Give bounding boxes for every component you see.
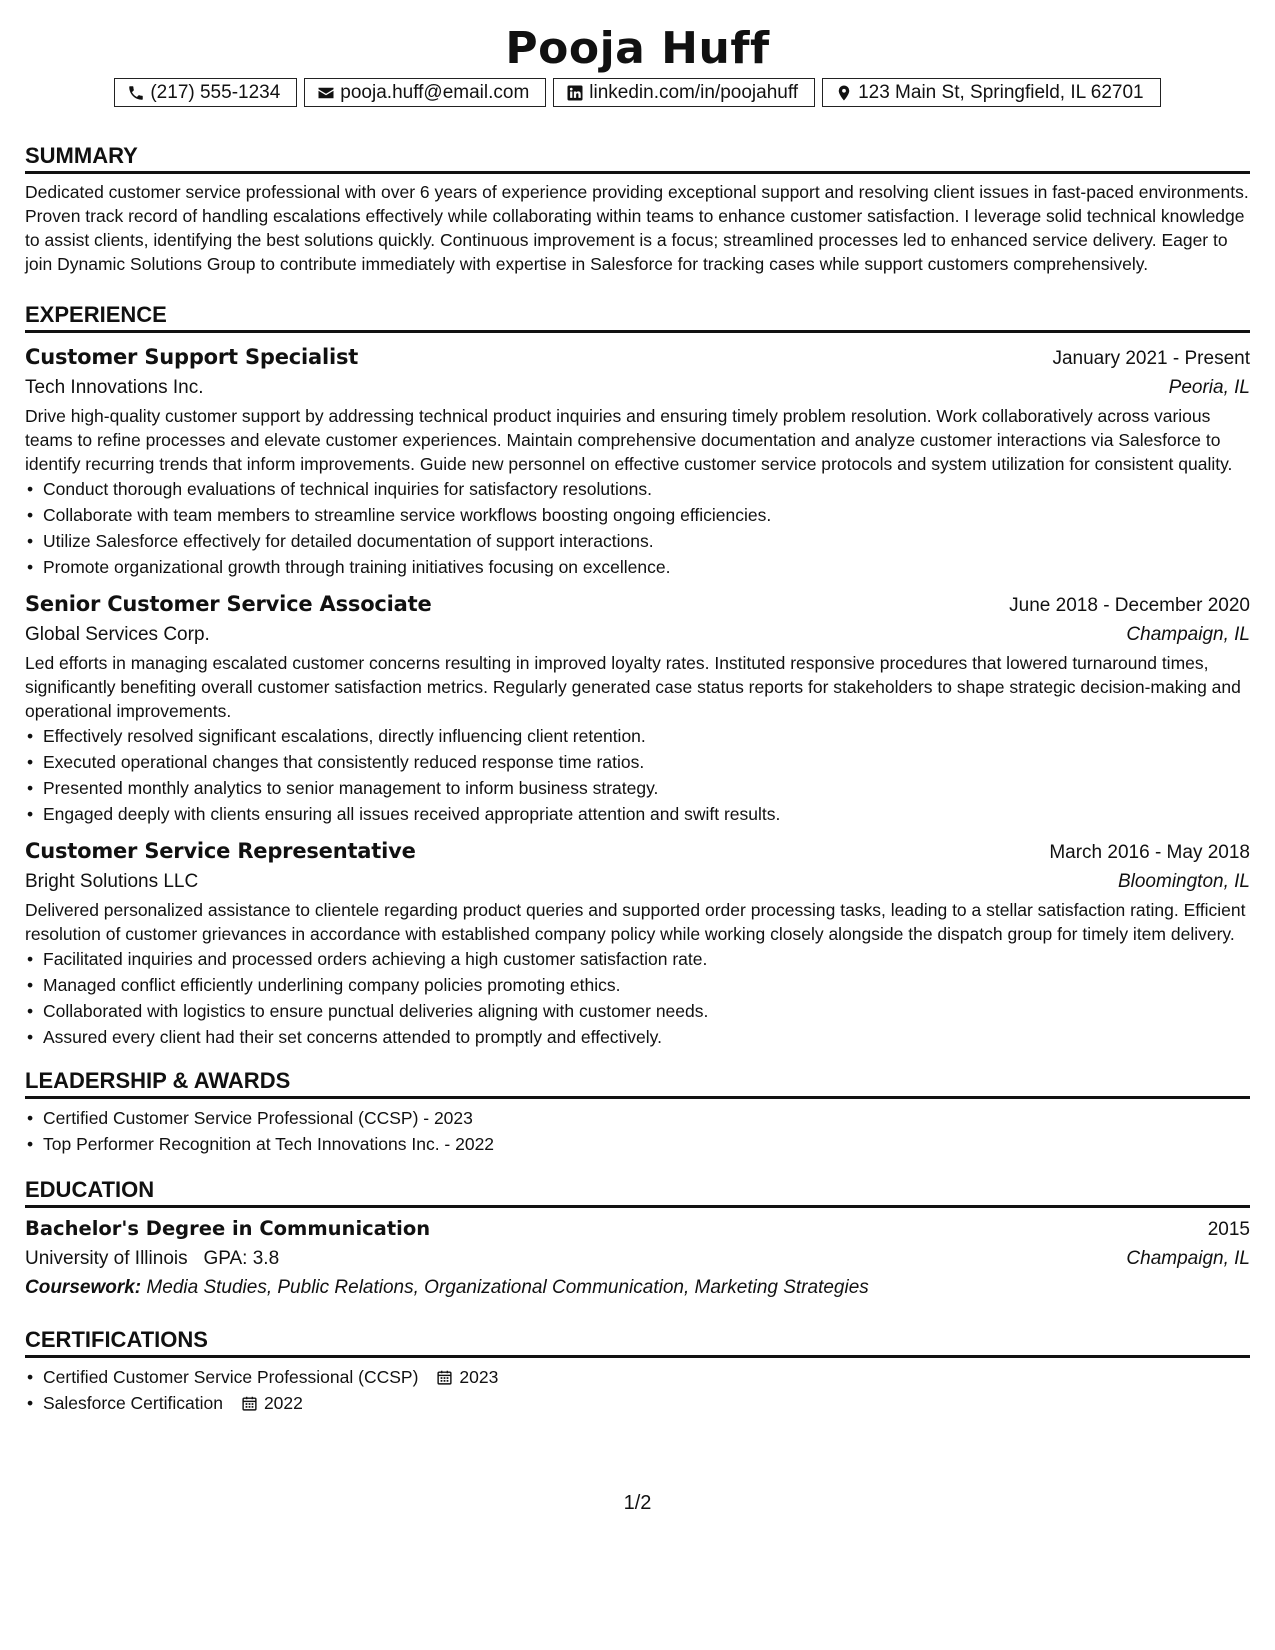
contact-phone[interactable] <box>114 78 297 107</box>
list-item <box>43 1390 1250 1416</box>
list-item: • Utilize Salesforce effectively for detailed documentation of support interactions. <box>43 528 1250 554</box>
job-location: Bloomington, IL <box>1117 871 1250 892</box>
list-item: • Promote organizational growth through training initiatives focusing on excellence. <box>43 554 1250 580</box>
phone-icon <box>127 84 145 102</box>
job-entry <box>25 589 1250 827</box>
summary-text: Dedicated customer service professional with over 6 years of experience providing exceptional support and resolving client issues in fast-paced environments. Proven track record of handling escalations effectively while collaborating within teams to enhance customer satisfaction. I leverage solid technical knowledge to assist clients, identifying the best solutions quickly. Continuous improvement is a focus; streamlined processes led to enhanced service delivery. Eager to join Dynamic Solutions Group to contribute immediately with expertise in Salesforce for tracking cases while support customers comprehensively. <box>25 182 1249 274</box>
job-date: March 2016 - May 2018 <box>1049 842 1250 863</box>
section-title: EDUCATION <box>25 1175 1250 1208</box>
list-item: • Presented monthly analytics to senior management to inform business strategy. <box>43 775 1250 801</box>
list-item: • Collaborate with team members to streamline service workflows boosting ongoing efficiencies. <box>43 502 1250 528</box>
certifications-list <box>25 1364 1250 1416</box>
school-name: University of Illinois <box>25 1248 188 1269</box>
list-item: • Collaborated with logistics to ensure punctual deliveries aligning with customer needs. <box>43 998 1250 1024</box>
contact-linkedin[interactable] <box>553 78 815 107</box>
company-name: Bright Solutions LLC <box>25 871 199 892</box>
coursework-label: Coursework: <box>25 1277 142 1298</box>
summary-section <box>25 141 1250 276</box>
cert-name: • Certified Customer Service Professional (CCSP) <box>43 1367 419 1387</box>
list-item: • Certified Customer Service Professional (CCSP) - 2023 <box>43 1105 1250 1131</box>
list-item: • Facilitated inquiries and processed orders achieving a high customer satisfaction rate. <box>43 946 1250 972</box>
degree-title: Bachelor's Degree in Communication <box>25 1217 431 1240</box>
linkedin-text: linkedin.com/in/poojahuff <box>589 82 799 103</box>
job-date: January 2021 - Present <box>1052 348 1250 369</box>
job-location: Peoria, IL <box>1168 377 1250 398</box>
job-title: Customer Service Representative <box>25 839 416 863</box>
list-item: • Engaged deeply with clients ensuring all issues received appropriate attention and swift results. <box>43 801 1250 827</box>
leadership-section <box>25 1066 1250 1157</box>
job-entry <box>25 342 1250 580</box>
list-item: • Effectively resolved significant escalations, directly influencing client retention. <box>43 723 1250 749</box>
school-location: Champaign, IL <box>1126 1248 1250 1269</box>
address-text: 123 Main St, Springfield, IL 62701 <box>858 82 1144 103</box>
calendar-icon <box>241 1395 258 1412</box>
envelope-icon <box>317 84 335 102</box>
map-pin-icon <box>835 84 853 102</box>
cert-year: 2023 <box>459 1367 499 1387</box>
list-item: • Conduct thorough evaluations of technical inquiries for satisfactory resolutions. <box>43 476 1250 502</box>
list-item: • Managed conflict efficiently underlining company policies promoting ethics. <box>43 972 1250 998</box>
job-description: Led efforts in managing escalated customer concerns resulting in improved loyalty rates. Instituted responsive procedures that lowered turnaround times, significantly benefiting overall customer satisfaction metrics. Regularly generated case status reports for stakeholders to shape strategic decision-making and operational improvements. <box>25 653 1241 721</box>
job-location: Champaign, IL <box>1126 624 1250 645</box>
section-title: SUMMARY <box>25 141 1250 174</box>
gpa: GPA: 3.8 <box>203 1248 280 1269</box>
company-name: Tech Innovations Inc. <box>25 377 204 398</box>
candidate-name: Pooja Huff <box>505 23 770 74</box>
cert-year: 2022 <box>263 1393 303 1413</box>
job-bullets <box>25 723 1250 827</box>
contact-address[interactable] <box>822 78 1161 107</box>
school-line <box>25 1245 279 1273</box>
section-title: CERTIFICATIONS <box>25 1325 1250 1358</box>
cert-name: • Salesforce Certification <box>43 1393 223 1413</box>
section-title: LEADERSHIP & AWARDS <box>25 1066 1250 1099</box>
list-item: • Assured every client had their set concerns attended to promptly and effectively. <box>43 1024 1250 1050</box>
job-date: June 2018 - December 2020 <box>1009 595 1250 616</box>
education-section <box>25 1175 1250 1303</box>
experience-section <box>25 300 1250 1050</box>
job-bullets <box>25 476 1250 580</box>
certifications-section <box>25 1325 1250 1416</box>
graduation-year: 2015 <box>1207 1219 1250 1240</box>
job-title: Senior Customer Service Associate <box>25 592 432 616</box>
contact-email[interactable] <box>304 78 546 107</box>
job-description: Drive high-quality customer support by addressing technical product inquiries and ensuring timely problem resolution. Work collaboratively across various teams to refine processes and elevate customer experiences. Maintain comprehensive documentation and analyze customer interactions via Salesforce to identify recurring trends that inform improvements. Guide new personnel on effective customer service protocols and system utilization for consistent quality. <box>25 406 1233 474</box>
list-item <box>43 1364 1250 1390</box>
company-name: Global Services Corp. <box>25 624 210 645</box>
calendar-icon <box>436 1369 453 1386</box>
coursework-list: Media Studies, Public Relations, Organizational Communication, Marketing Strategies <box>146 1277 869 1298</box>
job-title: Customer Support Specialist <box>25 345 359 369</box>
phone-text: (217) 555-1234 <box>150 82 281 103</box>
section-title: EXPERIENCE <box>25 300 1250 333</box>
leadership-list <box>25 1105 1250 1157</box>
list-item: • Executed operational changes that consistently reduced response time ratios. <box>43 749 1250 775</box>
job-entry <box>25 836 1250 1050</box>
coursework <box>25 1273 1250 1303</box>
email-text: pooja.huff@email.com <box>340 82 530 103</box>
contact-bar <box>25 78 1250 107</box>
job-bullets <box>25 946 1250 1050</box>
list-item: • Top Performer Recognition at Tech Innovations Inc. - 2022 <box>43 1131 1250 1157</box>
job-description: Delivered personalized assistance to clientele regarding product queries and supported order processing tasks, leading to a stellar satisfaction rating. Efficient resolution of customer grievances in accordance with established company policy while working closely alongside the dispatch group for timely item delivery. <box>25 900 1246 944</box>
linkedin-icon <box>566 84 584 102</box>
page-number: 1/2 <box>623 1492 652 1514</box>
